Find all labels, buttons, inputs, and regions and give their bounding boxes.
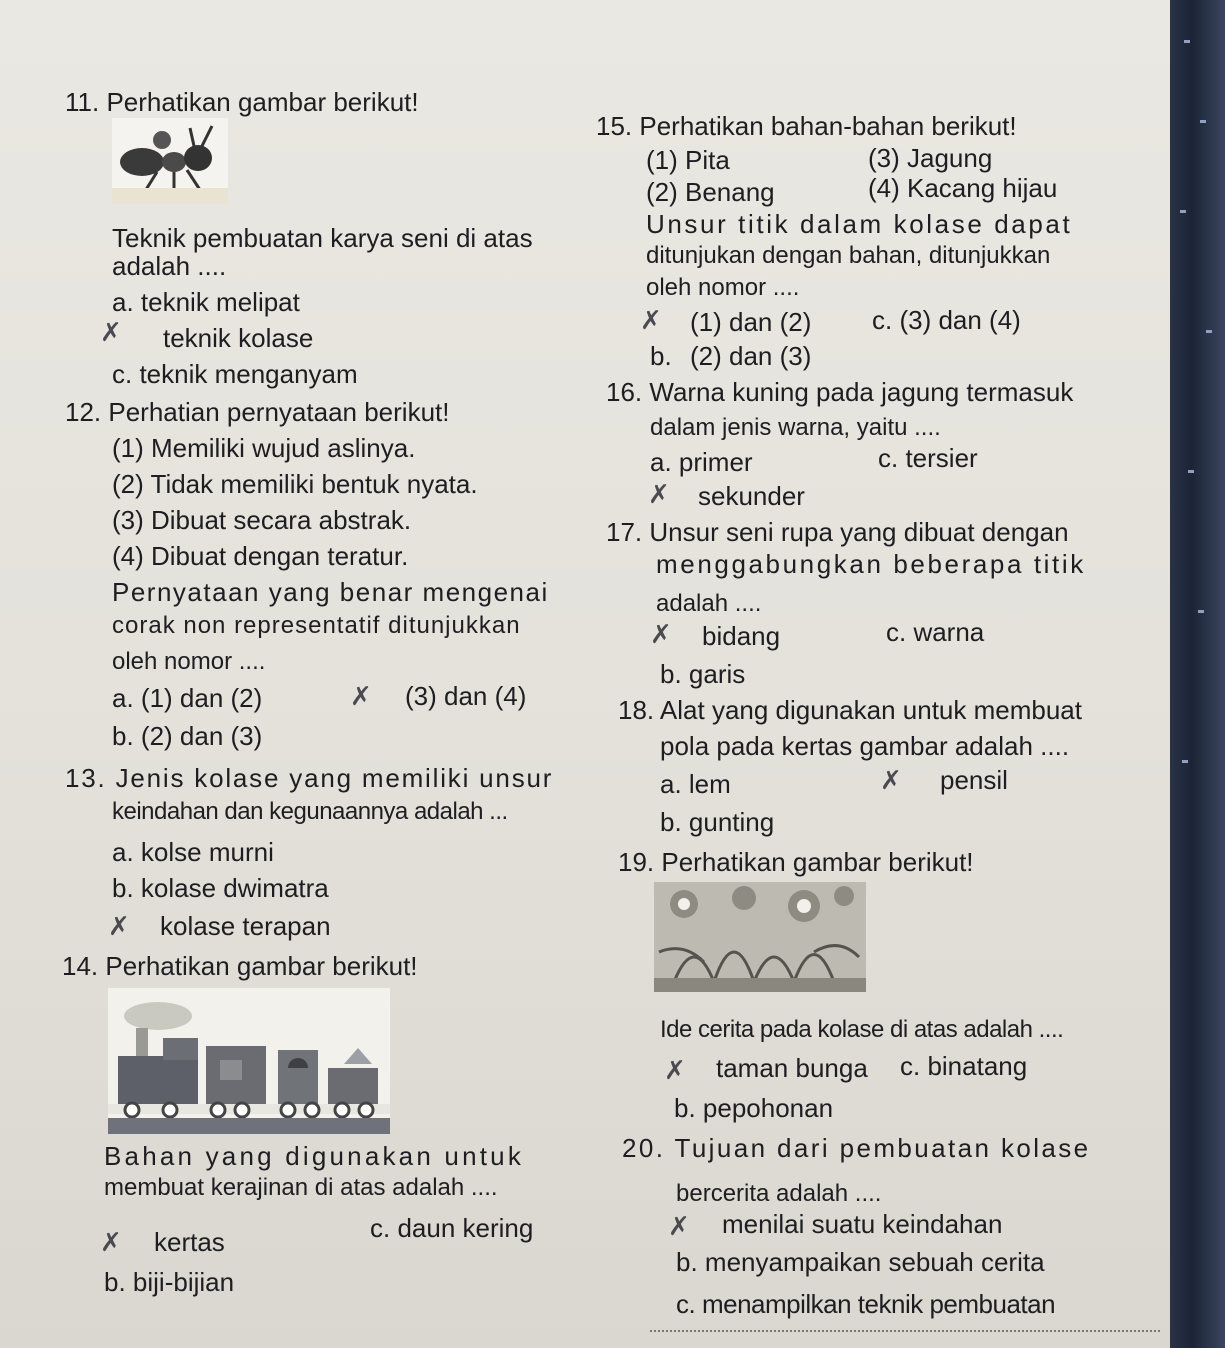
q15-stem-3: oleh nomor ....	[646, 274, 800, 301]
q15-item-3: (3) Jagung	[868, 143, 993, 173]
q12-stem-3: oleh nomor ....	[112, 648, 266, 675]
q15-item-4: (4) Kacang hijau	[868, 173, 1058, 203]
q11-stem-2: adalah ....	[112, 251, 227, 281]
q20-stem-2: bercerita adalah ....	[676, 1180, 882, 1207]
q15-stem-2: ditunjukan dengan bahan, ditunjukkan	[646, 242, 1051, 269]
q12-option-a[interactable]: a. (1) dan (2)	[112, 683, 263, 713]
q20-option-b[interactable]: b. menyampaikan sebuah cerita	[676, 1247, 1045, 1277]
q11-answer-mark-icon: ✗	[100, 318, 122, 348]
q15-option-c[interactable]: c. (3) dan (4)	[872, 305, 1021, 335]
q20-stem-1: 20. Tujuan dari pembuatan kolase	[622, 1133, 1091, 1163]
q12-option-c[interactable]: (3) dan (4)	[405, 681, 527, 711]
q20-option-c[interactable]: c. menampilkan teknik pembuatan	[676, 1289, 1056, 1319]
q18-option-c[interactable]: pensil	[940, 765, 1008, 795]
q11-ant-picture	[112, 118, 228, 204]
q11-option-b[interactable]: teknik kolase	[163, 323, 314, 353]
q12-statement-1: (1) Memiliki wujud aslinya.	[112, 433, 416, 463]
q12-stem-1: Pernyataan yang benar mengenai	[112, 577, 549, 607]
q16-option-c[interactable]: c. tersier	[878, 443, 978, 473]
q14-option-b[interactable]: b. biji-bijian	[104, 1267, 235, 1297]
q19-title: 19. Perhatikan gambar berikut!	[618, 847, 974, 877]
q13-stem-2: keindahan dan kegunaannya adalah ...	[112, 798, 508, 825]
q19-option-b[interactable]: b. pepohonan	[674, 1093, 834, 1123]
q19-answer-mark-icon: ✗	[664, 1056, 686, 1086]
q16-answer-mark-icon: ✗	[648, 480, 670, 510]
q14-option-a[interactable]: kertas	[154, 1227, 225, 1257]
q17-option-c[interactable]: c. warna	[886, 617, 985, 647]
background-cloth-edge	[1170, 0, 1225, 1348]
q13-stem-1: 13. Jenis kolase yang memiliki unsur	[65, 763, 554, 793]
q13-option-c[interactable]: kolase terapan	[160, 911, 331, 941]
q17-stem-1: 17. Unsur seni rupa yang dibuat dengan	[606, 517, 1069, 547]
q15-option-a[interactable]: (1) dan (2)	[690, 307, 812, 337]
q20-option-a[interactable]: menilai suatu keindahan	[722, 1209, 1003, 1239]
q17-stem-2: menggabungkan beberapa titik	[656, 549, 1086, 579]
q19-option-a[interactable]: taman bunga	[716, 1053, 868, 1083]
bottom-dotted-divider	[650, 1330, 1160, 1332]
q17-option-b[interactable]: b. garis	[660, 659, 746, 689]
q16-stem-2: dalam jenis warna, yaitu ....	[650, 414, 941, 441]
q16-stem-1: 16. Warna kuning pada jagung termasuk	[606, 377, 1074, 407]
q14-train-picture	[108, 988, 390, 1134]
q15-option-b-label: b.	[650, 341, 672, 371]
q12-stem-2: corak non representatif ditunjukkan	[112, 612, 521, 639]
q14-title: 14. Perhatikan gambar berikut!	[62, 951, 418, 981]
q18-option-a[interactable]: a. lem	[660, 769, 731, 799]
q15-option-b[interactable]: (2) dan (3)	[690, 341, 812, 371]
q18-stem-1: 18. Alat yang digunakan untuk membuat	[618, 695, 1082, 725]
q13-answer-mark-icon: ✗	[108, 912, 130, 942]
q14-stem-1: Bahan yang digunakan untuk	[104, 1141, 525, 1171]
q15-answer-mark-icon: ✗	[640, 306, 662, 336]
q13-option-a[interactable]: a. kolse murni	[112, 837, 274, 867]
q12-answer-mark-icon: ✗	[350, 682, 372, 712]
q13-option-b[interactable]: b. kolase dwimatra	[112, 873, 329, 903]
q15-item-2: (2) Benang	[646, 177, 775, 207]
q19-garden-collage-picture	[654, 882, 866, 992]
q20-answer-mark-icon: ✗	[668, 1212, 690, 1242]
q19-stem: Ide cerita pada kolase di atas adalah ....	[660, 1016, 1064, 1043]
q19-option-c[interactable]: c. binatang	[900, 1051, 1028, 1081]
q17-answer-mark-icon: ✗	[650, 620, 672, 650]
q12-statement-3: (3) Dibuat secara abstrak.	[112, 505, 412, 535]
q12-option-b[interactable]: b. (2) dan (3)	[112, 721, 263, 751]
q16-option-a[interactable]: a. primer	[650, 447, 753, 477]
q17-stem-3: adalah ....	[656, 590, 762, 617]
q12-statement-2: (2) Tidak memiliki bentuk nyata.	[112, 469, 478, 499]
q11-title: 11. Perhatikan gambar berikut!	[65, 87, 419, 117]
q18-answer-mark-icon: ✗	[880, 766, 902, 796]
q11-option-c[interactable]: c. teknik menganyam	[112, 359, 358, 389]
q15-title: 15. Perhatikan bahan-bahan berikut!	[596, 111, 1017, 141]
q16-option-b[interactable]: sekunder	[698, 481, 805, 511]
q14-answer-mark-icon: ✗	[100, 1228, 122, 1258]
q18-stem-2: pola pada kertas gambar adalah ....	[660, 731, 1070, 761]
q17-option-a[interactable]: bidang	[702, 621, 781, 651]
q11-stem-1: Teknik pembuatan karya seni di atas	[112, 223, 533, 253]
q18-option-b[interactable]: b. gunting	[660, 807, 775, 837]
q15-item-1: (1) Pita	[646, 145, 730, 175]
q11-option-a[interactable]: a. teknik melipat	[112, 287, 300, 317]
q14-option-c[interactable]: c. daun kering	[370, 1213, 534, 1243]
q14-stem-2: membuat kerajinan di atas adalah ....	[104, 1174, 498, 1201]
q12-statement-4: (4) Dibuat dengan teratur.	[112, 541, 409, 571]
q15-stem-1: Unsur titik dalam kolase dapat	[646, 209, 1073, 239]
q12-title: 12. Perhatian pernyataan berikut!	[65, 397, 450, 427]
